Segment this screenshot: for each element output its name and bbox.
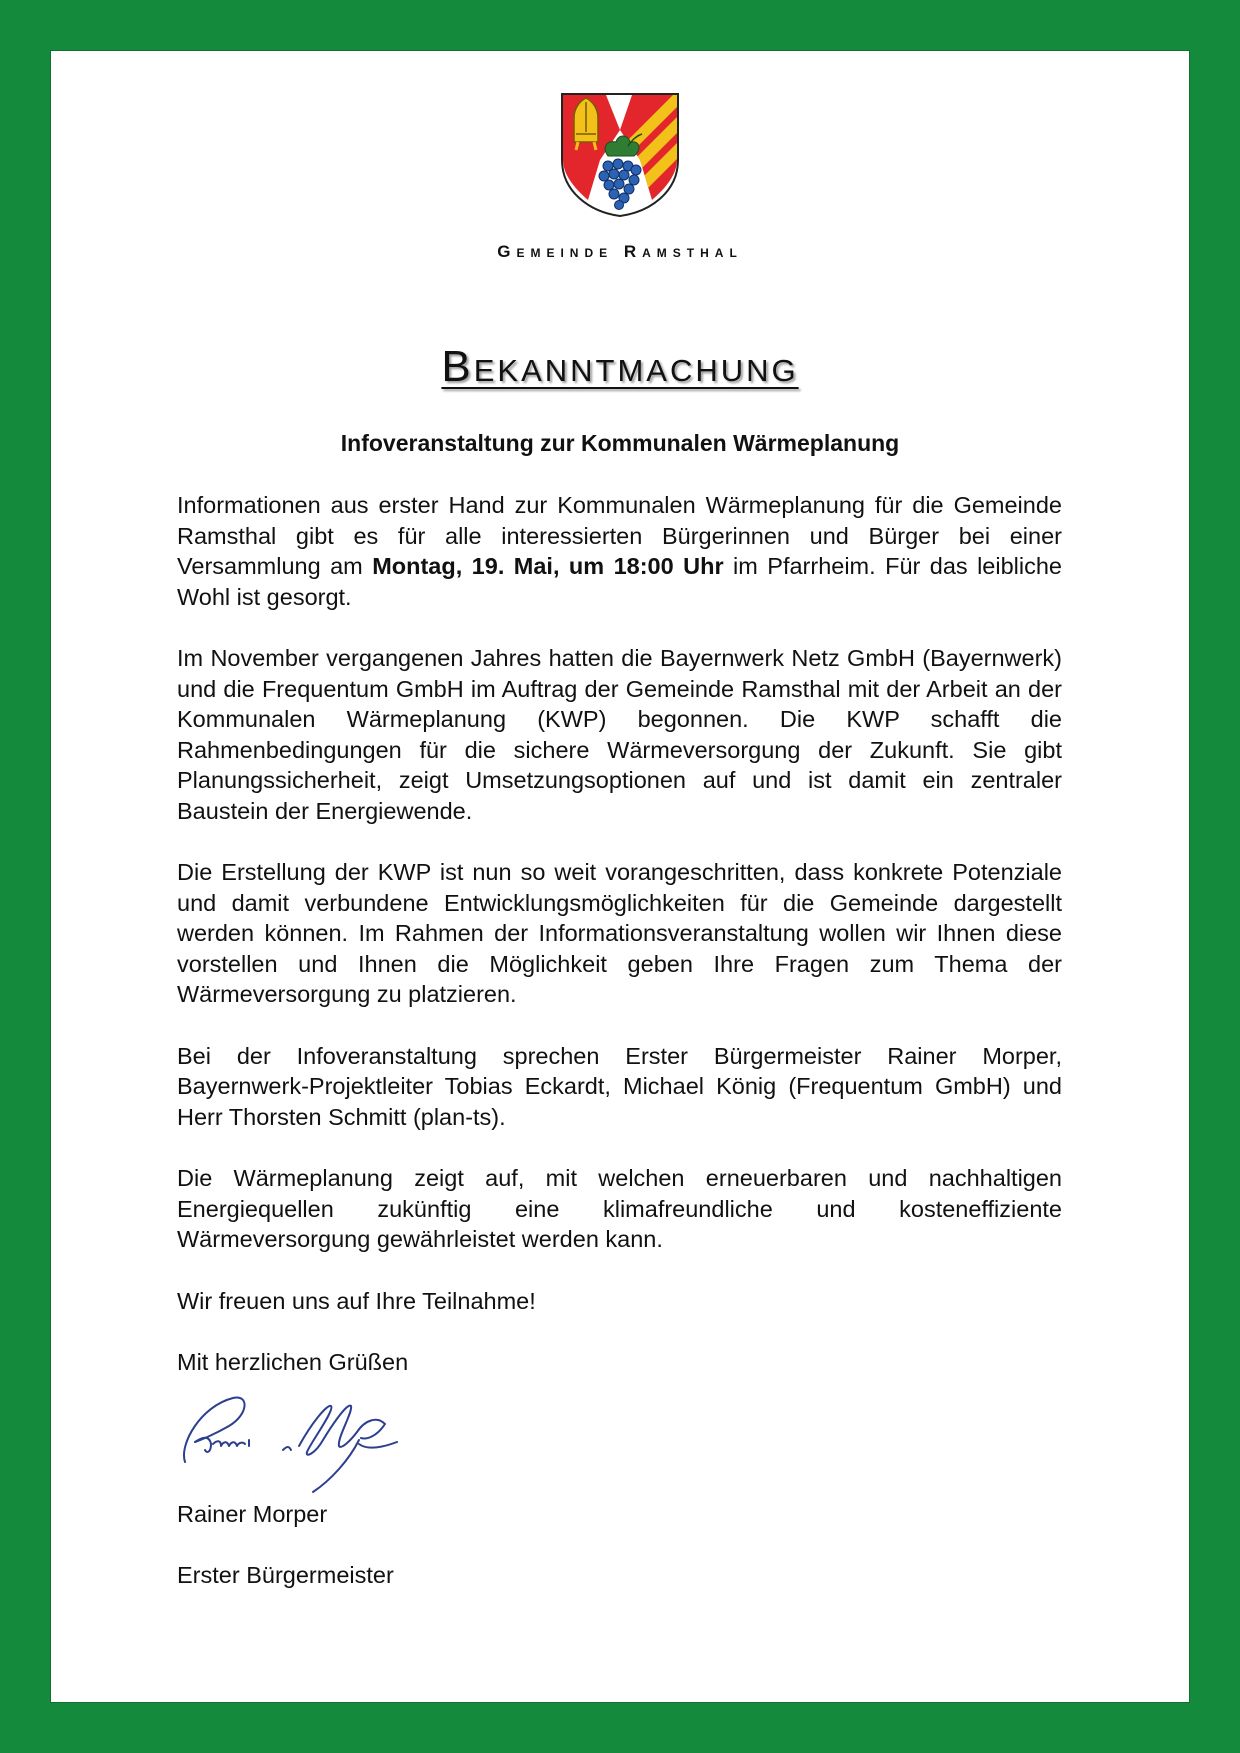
invitation-line: Wir freuen uns auf Ihre Teilnahme! <box>177 1287 536 1314</box>
paragraph-speakers: Bei der Infoveranstaltung sprechen Erster Bürgermeister Rainer Morper, Bayernwerk-Projektleiter Tobias Eckardt, Michael König (Frequentum GmbH) und Herr Thorsten Schmitt (plan-ts). <box>177 1042 1062 1130</box>
paragraph-event-details <box>177 490 1062 612</box>
closing-greeting: Mit herzlichen Grüßen <box>177 1349 409 1375</box>
document-title-text: Bekanntmachung <box>441 342 799 391</box>
event-date-time: Montag, 19. Mai, um 18:00 Uhr <box>372 553 724 579</box>
paragraph-event-location: im Pfarrheim. Für das leibliche Wohl ist gesorgt. <box>177 553 1062 610</box>
paragraph-progress: Die Erstellung der KWP ist nun so weit vorangeschritten, dass konkrete Potenziale und damit verbundene Entwicklungsmöglichkeiten für die Gemeinde dargestellt werden können. Im Rahmen der Informationsveranstaltung wollen wir Ihnen diese vorstellen und Ihnen die Möglichkeit geben Ihre Fragen zum Thema der Wärmeversorgung zu platzieren. <box>177 859 1062 1007</box>
announcement-body <box>177 490 1062 1622</box>
event-headline: Infoveranstaltung zur Kommunalen Wärmeplanung <box>340 430 900 456</box>
municipality-name: Gemeinde Ramsthal <box>497 242 743 261</box>
crest-icon <box>558 90 682 220</box>
paragraph-background: Im November vergangenen Jahres hatten die Bayernwerk Netz GmbH (Bayernwerk) und die Frequentum GmbH im Auftrag der Gemeinde Ramsthal mit der Arbeit an der Kommunalen Wärmeplanung (KWP) begonnen. Die KWP schafft die Rahmenbedingungen für die sichere Wärmeversorgung der Zukunft. Sie gibt Planungssicherheit, zeigt Umsetzungsoptionen auf und ist damit ein zentraler Baustein der Energiewende. <box>177 645 1062 824</box>
signer-name: Rainer Morper <box>177 1500 328 1527</box>
signature-image <box>171 1384 421 1499</box>
paragraph-purpose: Die Wärmeplanung zeigt auf, mit welchen erneuerbaren und nachhaltigen Energiequellen zukünftig eine klimafreundliche und kosteneffiziente Wärmeversorgung gewährleistet werden kann. <box>177 1165 1062 1252</box>
signer-title: Erster Bürgermeister <box>177 1562 394 1588</box>
coat-of-arms <box>50 90 1190 225</box>
paragraph-event-text: Informationen aus erster Hand zur Kommunalen Wärmeplanung für die Gemeinde Ramsthal gibt es für alle interessierten Bürgerinnen und Bürger bei einer Versammlung am <box>177 492 1062 579</box>
document-page <box>50 50 1190 1703</box>
document-title <box>50 342 1190 392</box>
